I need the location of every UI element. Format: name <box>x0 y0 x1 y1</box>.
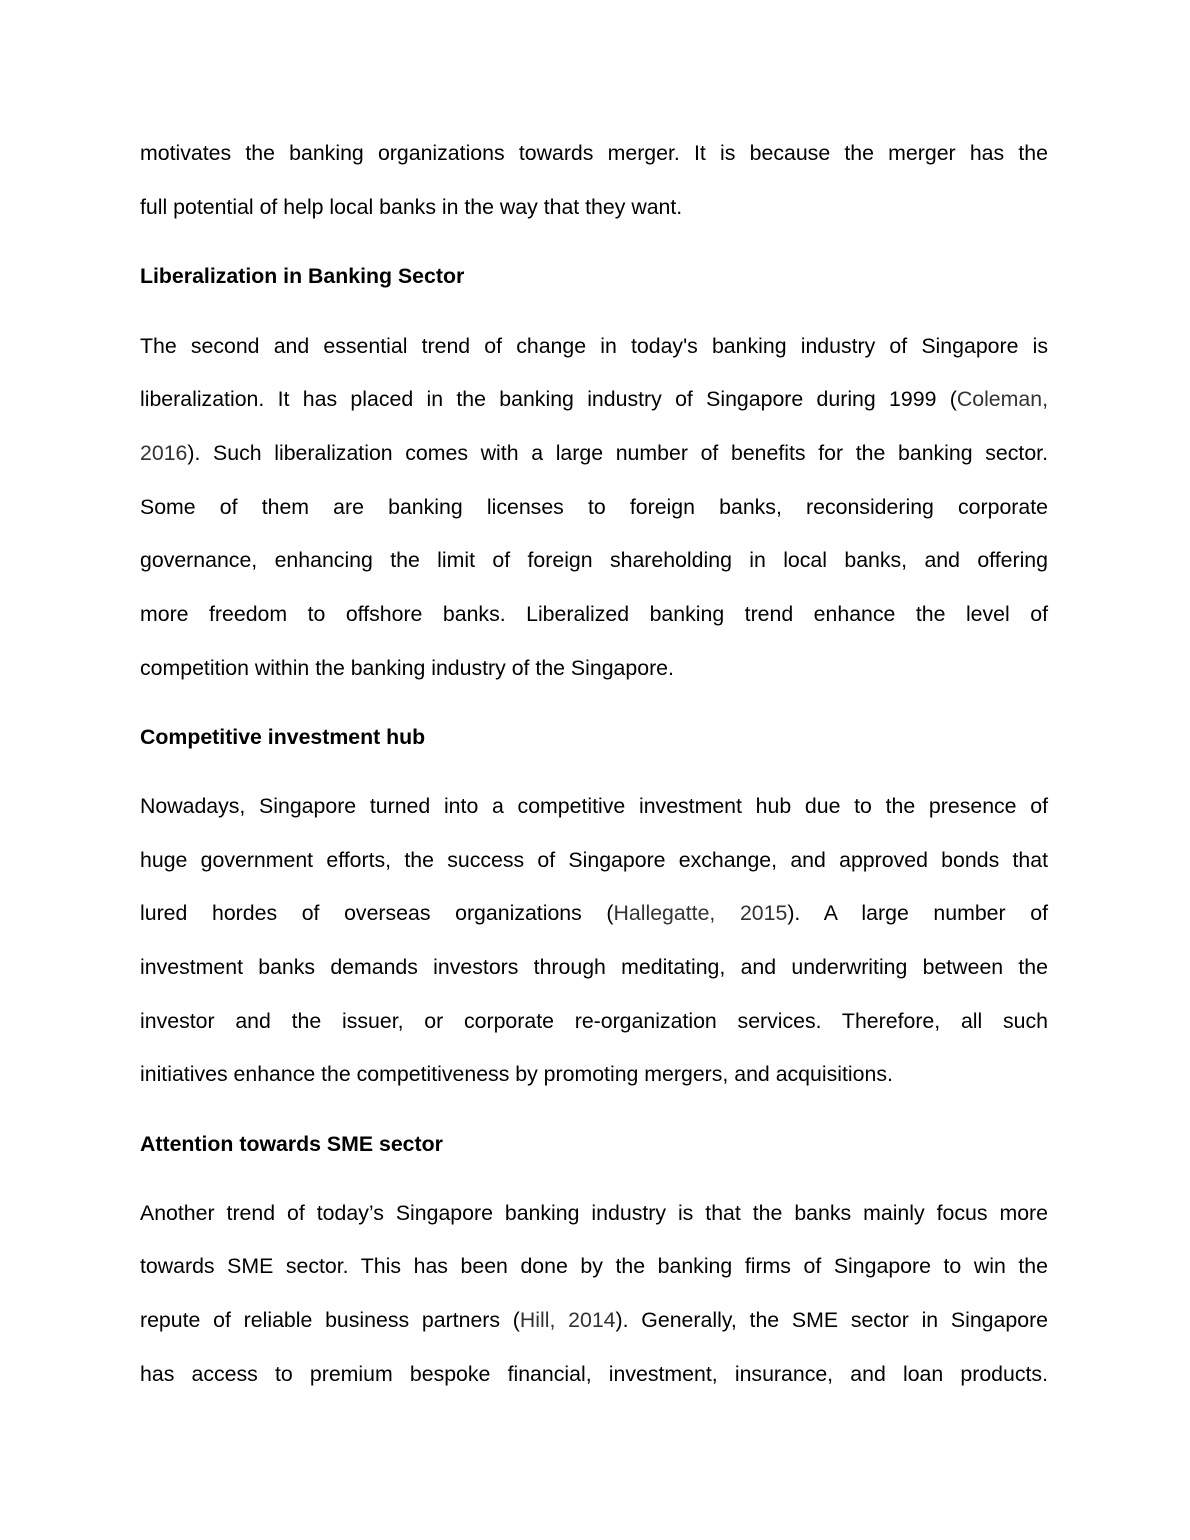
citation-coleman-year: 2016 <box>140 441 188 465</box>
paragraph-line: motivates the banking organizations towards merger. It is because the merger has the <box>140 141 1048 165</box>
paragraph-line: Nowadays, Singapore turned into a competitive investment hub due to the presence of <box>140 794 1048 818</box>
paragraph-line <box>140 900 1048 926</box>
line-text: liberalization. It has placed in the banking industry of Singapore during 1999 ( <box>140 387 957 411</box>
line-text: lured hordes of overseas organizations ( <box>140 901 614 925</box>
citation-coleman: Coleman, <box>956 387 1048 411</box>
paragraph-line: governance, enhancing the limit of foreign shareholding in local banks, and offering <box>140 548 1048 572</box>
citation-hill: Hill, 2014 <box>519 1308 616 1332</box>
paragraph-line: competition within the banking industry of the Singapore. <box>140 656 674 680</box>
paragraph-line: The second and essential trend of change in today's banking industry of Singapore is <box>140 334 1048 358</box>
paragraph-line: more freedom to offshore banks. Liberalized banking trend enhance the level of <box>140 602 1048 626</box>
section-heading-sme: Attention towards SME sector <box>140 1132 443 1156</box>
paragraph-line: investor and the issuer, or corporate re-organization services. Therefore, all such <box>140 1009 1048 1033</box>
line-text: repute of reliable business partners ( <box>140 1308 520 1332</box>
paragraph-line <box>140 440 1048 466</box>
line-text: ). Generally, the SME sector in Singapore <box>615 1308 1048 1332</box>
section-heading-investment-hub: Competitive investment hub <box>140 725 426 749</box>
paragraph-line: full potential of help local banks in the way that they want. <box>140 195 683 219</box>
paragraph-line: Another trend of today’s Singapore banking industry is that the banks mainly focus more <box>140 1201 1048 1225</box>
paragraph-line: towards SME sector. This has been done by the banking firms of Singapore to win the <box>140 1254 1048 1278</box>
paragraph-line: has access to premium bespoke financial, investment, insurance, and loan products. <box>140 1362 1048 1386</box>
paragraph-line: huge government efforts, the success of Singapore exchange, and approved bonds that <box>140 848 1048 872</box>
citation-hallegatte: Hallegatte, 2015 <box>613 901 788 925</box>
paragraph-line: initiatives enhance the competitiveness by promoting mergers, and acquisitions. <box>140 1062 893 1086</box>
line-text: ). A large number of <box>787 901 1048 925</box>
paragraph-line <box>140 386 1048 412</box>
line-text: ). Such liberalization comes with a large number of benefits for the banking sector. <box>187 441 1048 465</box>
paragraph-line: Some of them are banking licenses to foreign banks, reconsidering corporate <box>140 495 1048 519</box>
paragraph-line <box>140 1307 1048 1333</box>
paragraph-line: investment banks demands investors through meditating, and underwriting between the <box>140 955 1048 979</box>
section-heading-liberalization: Liberalization in Banking Sector <box>140 264 465 288</box>
